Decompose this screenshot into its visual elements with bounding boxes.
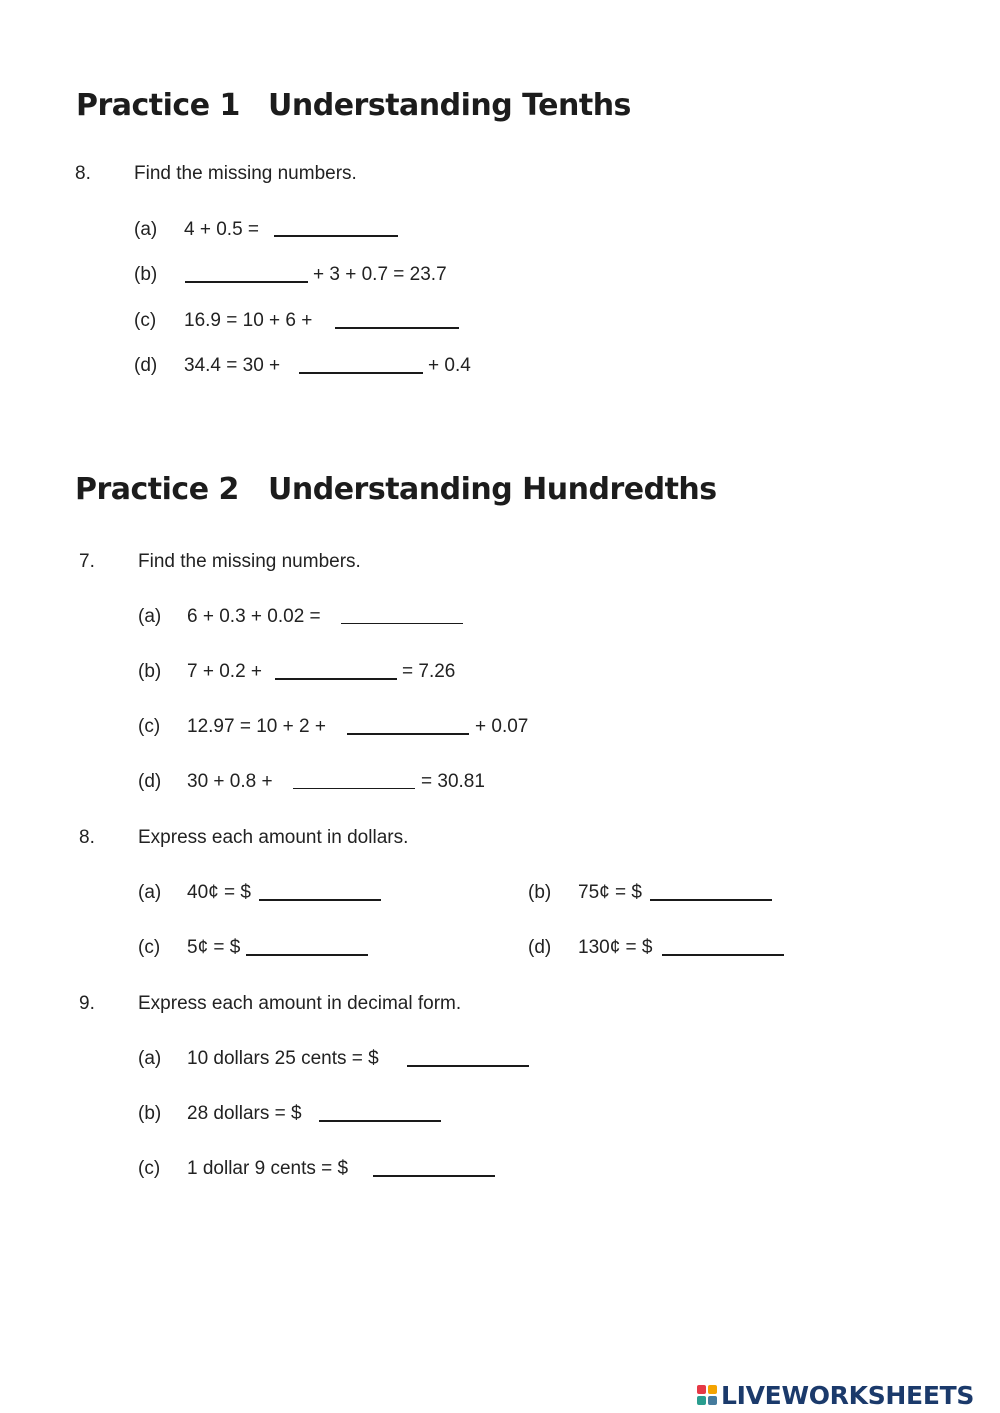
p2-q9-text: Express each amount in decimal form.: [138, 993, 462, 1014]
p2-q9c-text: 1 dollar 9 cents = $: [187, 1158, 349, 1179]
p2-q7c-answer-blank[interactable]: [347, 733, 469, 735]
practice2-title: Practice 2: [75, 472, 239, 507]
p2-q7d-label: (d): [138, 771, 162, 792]
p1-q8a-text: 4 + 0.5 =: [184, 219, 260, 240]
p2-q8b-text: 75¢ = $: [578, 882, 642, 903]
p1-q8d-answer-blank[interactable]: [299, 372, 423, 374]
p1-q8b-label: (b): [134, 264, 158, 285]
p2-q9b-text: 28 dollars = $: [187, 1103, 302, 1124]
p2-q7b-text-before: 7 + 0.2 +: [187, 661, 263, 682]
p2-q8b-answer-blank[interactable]: [650, 899, 772, 901]
p2-q7c-text-before: 12.97 = 10 + 2 +: [187, 716, 326, 737]
p1-q8c-label: (c): [134, 310, 157, 331]
p2-q9a-answer-blank[interactable]: [407, 1065, 529, 1067]
p2-q7a-label: (a): [138, 606, 162, 627]
p2-q7c-text-after: + 0.07: [475, 716, 529, 737]
p2-q9b-label: (b): [138, 1103, 162, 1124]
p2-q8b-label: (b): [528, 882, 552, 903]
p2-q8c-answer-blank[interactable]: [246, 954, 368, 956]
p2-q7d-answer-blank[interactable]: [293, 788, 415, 789]
practice2-subtitle: Understanding Hundredths: [268, 472, 717, 507]
liveworksheets-icon: [697, 1385, 717, 1405]
practice1-title: Practice 1: [76, 88, 240, 123]
p2-q7-text: Find the missing numbers.: [138, 551, 361, 572]
p2-q7a-answer-blank[interactable]: [341, 623, 463, 624]
p2-q9a-text: 10 dollars 25 cents = $: [187, 1048, 379, 1069]
p2-q7d-text-before: 30 + 0.8 +: [187, 771, 273, 792]
p2-q7a-text: 6 + 0.3 + 0.02 =: [187, 606, 321, 627]
logo-tile-yellow: [708, 1385, 717, 1394]
p2-q7b-label: (b): [138, 661, 162, 682]
p1-q8-number: 8.: [75, 163, 91, 184]
p2-q8d-text: 130¢ = $: [578, 937, 653, 958]
p2-q8a-answer-blank[interactable]: [259, 899, 381, 901]
p2-q8-number: 8.: [79, 827, 95, 848]
p1-q8b-answer-blank[interactable]: [185, 281, 308, 283]
p2-q7c-label: (c): [138, 716, 161, 737]
logo-tile-green: [697, 1396, 706, 1405]
p2-q9a-label: (a): [138, 1048, 162, 1069]
p2-q8c-text: 5¢ = $: [187, 937, 241, 958]
p2-q9c-label: (c): [138, 1158, 161, 1179]
p2-q8d-label: (d): [528, 937, 552, 958]
logo-tile-blue: [708, 1396, 717, 1405]
p2-q9c-answer-blank[interactable]: [373, 1175, 495, 1177]
p2-q7b-answer-blank[interactable]: [275, 678, 397, 680]
p1-q8c-text: 16.9 = 10 + 6 +: [184, 310, 313, 331]
p1-q8a-label: (a): [134, 219, 158, 240]
p2-q8c-label: (c): [138, 937, 161, 958]
logo-text: LIVEWORKSHEETS: [721, 1380, 975, 1410]
p2-q7-number: 7.: [79, 551, 95, 572]
p1-q8d-text-after: + 0.4: [428, 355, 471, 376]
p2-q9b-answer-blank[interactable]: [319, 1120, 441, 1122]
p2-q8-text: Express each amount in dollars.: [138, 827, 409, 848]
p1-q8d-label: (d): [134, 355, 158, 376]
p2-q8a-text: 40¢ = $: [187, 882, 251, 903]
p1-q8-text: Find the missing numbers.: [134, 163, 357, 184]
p2-q7d-text-after: = 30.81: [421, 771, 485, 792]
p2-q9-number: 9.: [79, 993, 95, 1014]
p1-q8a-answer-blank[interactable]: [274, 235, 398, 237]
logo-tile-red: [697, 1385, 706, 1394]
p2-q8a-label: (a): [138, 882, 162, 903]
p2-q7b-text-after: = 7.26: [402, 661, 456, 682]
p1-q8b-text: + 3 + 0.7 = 23.7: [313, 264, 447, 285]
p1-q8d-text-before: 34.4 = 30 +: [184, 355, 281, 376]
p2-q8d-answer-blank[interactable]: [662, 954, 784, 956]
practice1-subtitle: Understanding Tenths: [268, 88, 631, 123]
liveworksheets-logo[interactable]: [697, 1380, 974, 1410]
p1-q8c-answer-blank[interactable]: [335, 327, 459, 329]
